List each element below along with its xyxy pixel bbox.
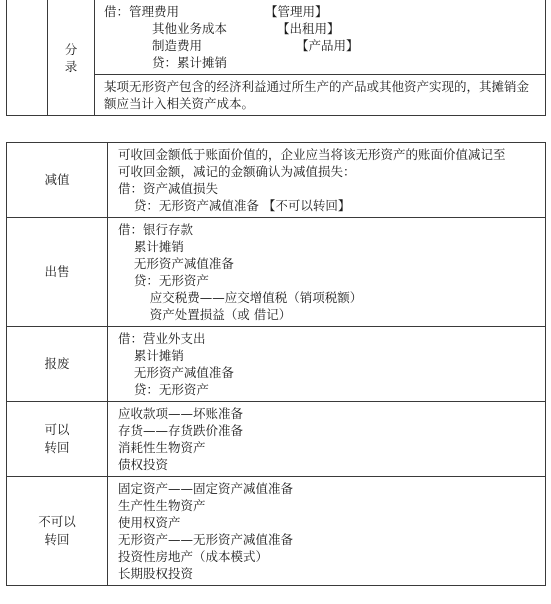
impairment-disposal-table: [6, 142, 546, 586]
content-line: 使用权资产: [118, 515, 181, 530]
content-line: 固定资产——固定资产减值准备: [118, 481, 294, 496]
entry-note-text: 某项无形资产包含的经济利益通过所生产的产品或其他资产实现的，其摊销金额应当计入相关资产成本。: [104, 79, 530, 111]
row-content: [108, 402, 546, 477]
content-line: 累计摊销: [118, 239, 184, 254]
entry-text: 贷：累计摊销: [152, 55, 228, 70]
row-label: [7, 218, 108, 327]
row-label-text: 出售: [44, 264, 70, 279]
content-line: 贷：无形资产: [118, 273, 209, 288]
entry-tag: 【产品用】: [296, 38, 359, 53]
row-content: [108, 143, 546, 218]
entry-note: [95, 75, 546, 116]
row-label-text: 转回: [44, 532, 70, 547]
row-label-text: 减值: [44, 172, 70, 187]
content-line: 贷：无形资产: [118, 382, 209, 397]
row-label: [7, 402, 108, 477]
content-line: 生产性生物资产: [118, 498, 206, 513]
row-label: [7, 327, 108, 402]
content-line: 存货——存货跌价准备: [118, 423, 244, 438]
row-label-text: 可以: [44, 422, 70, 437]
entry-line-2: [104, 20, 539, 37]
content-line: 无形资产减值准备: [118, 256, 234, 271]
entry-tag: 【出租用】: [277, 21, 340, 36]
content-line: 可收回金额低于账面价值的，企业应当将该无形资产的账面价值减记至: [118, 147, 506, 162]
table-row: [7, 218, 546, 327]
entry-text: 借：管理费用: [104, 4, 180, 19]
entry-label-line-1: 分: [64, 41, 78, 57]
entry-label: [48, 0, 95, 116]
entry-tag: 【管理用】: [265, 4, 328, 19]
content-line: 消耗性生物资产: [118, 440, 206, 455]
table-row: [7, 477, 546, 586]
content-line: 可收回金额，减记的金额确认为减值损失：: [118, 164, 356, 179]
row-label: [7, 477, 108, 586]
content-line: 累计摊销: [118, 348, 184, 363]
table-row: [7, 402, 546, 477]
content-line: 投资性房地产（成本模式）: [118, 549, 269, 564]
row-label-text: 报废: [44, 356, 70, 371]
table-row: [7, 327, 546, 402]
row-label: [7, 143, 108, 218]
entry-line-1: [104, 3, 539, 20]
entry-line-4: [104, 54, 539, 71]
row-content: [108, 327, 546, 402]
content-line: 借：营业外支出: [118, 331, 206, 346]
content-line: 借：资产减值损失: [118, 181, 219, 196]
row-label-text: 转回: [44, 440, 70, 455]
row-content: [108, 218, 546, 327]
row-label-text: 不可以: [38, 514, 76, 529]
content-line: 无形资产减值准备: [118, 365, 234, 380]
entry-label-line-2: 录: [64, 58, 78, 74]
content-line: 长期股权投资: [118, 566, 194, 581]
content-line: 无形资产——无形资产减值准备: [118, 532, 294, 547]
entry-text: 其他业务成本: [152, 21, 228, 36]
content-line: 贷：无形资产减值准备 【不可以转回】: [118, 198, 351, 213]
content-line: 应交税费——应交增值税（销项税额）: [118, 290, 363, 305]
content-line: 借：银行存款: [118, 222, 194, 237]
content-line: 应收款项——坏账准备: [118, 406, 244, 421]
entry-text: 制造费用: [152, 38, 203, 53]
blank-cell: [7, 0, 48, 116]
amortization-entry-table: [6, 0, 546, 116]
row-content: [108, 477, 546, 586]
table-row: [7, 143, 546, 218]
entry-content: [95, 0, 546, 75]
content-line: 资产处置损益（或 借记）: [118, 307, 292, 322]
entry-line-3: [104, 37, 539, 54]
content-line: 债权投资: [118, 457, 169, 472]
